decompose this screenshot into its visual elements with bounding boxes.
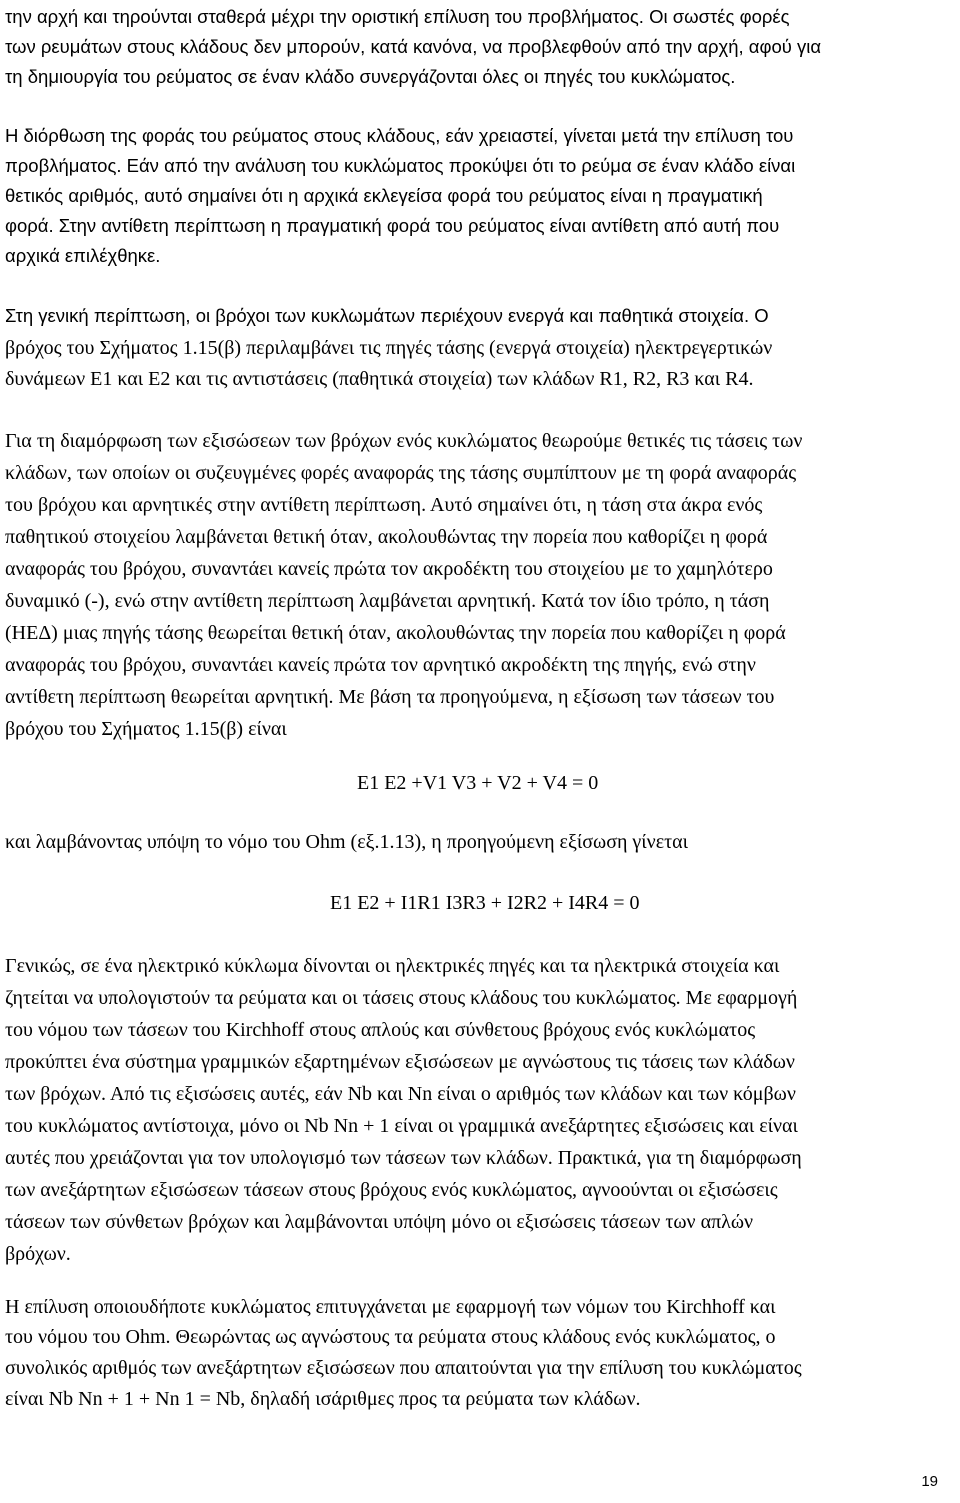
text-line: Η διόρθωση της φοράς του ρεύματος στους κλάδους, εάν χρειαστεί, γίνεται μετά την επίλυση του — [5, 125, 794, 146]
text-line: βρόχος του Σχήματος 1.15(β) περιλαμβάνει τις πηγές τάσης (ενεργά στοιχεία) ηλεκτρεγερτικών — [5, 337, 773, 359]
text-line: αυτές που χρειάζονται για τον υπολογισμό των τάσεων των κλάδων. Πρακτικά, για τη διαμόρφωση — [5, 1147, 802, 1169]
text-line: του νόμου του Ohm. Θεωρώντας ως αγνώστους τα ρεύματα στους κλάδους ενός κυκλώματος, ο — [5, 1326, 776, 1348]
text-line: των βρόχων. Από τις εξισώσεις αυτές, εάν Nb και Nn είναι ο αριθμός των κλάδων και των κόμβων — [5, 1083, 796, 1105]
text-line: βρόχου του Σχήματος 1.15(β) είναι — [5, 718, 287, 740]
text-line: δυνάμεων E1 και E2 και τις αντιστάσεις (παθητικά στοιχεία) των κλάδων R1, R2, R3 και R4. — [5, 368, 754, 390]
text-line: δυναμικό (-), ενώ στην αντίθετη περίπτωση λαμβάνεται αρνητική. Κατά τον ίδιο τρόπο, η τάση — [5, 590, 770, 612]
text-line: ζητείται να υπολογιστούν τα ρεύματα και οι τάσεις στους κλάδους του κυκλώματος. Με εφαρμογή — [5, 987, 798, 1009]
text-line: του κυκλώματος αντίστοιχα, μόνο οι Nb Nn + 1 είναι οι γραμμικά ανεξάρτητες εξισώσεις και είναι — [5, 1115, 798, 1137]
text-line: του βρόχου και αρνητικές στην αντίθετη περίπτωση. Αυτό σημαίνει ότι, η τάση στα άκρα ενός — [5, 494, 763, 516]
text-line: προβλήματος. Εάν από την ανάλυση του κυκλώματος προκύψει ότι το ρεύμα σε έναν κλάδο είναι — [5, 155, 796, 176]
text-line: των ρευμάτων στους κλάδους δεν μπορούν, κατά κανόνα, να προβλεφθούν από την αρχή, αφού για — [5, 36, 822, 57]
text-line: αρχικά επιλέχθηκε. — [5, 245, 161, 266]
text-line: αναφοράς του βρόχου, συναντάει κανείς πρώτα τον ακροδέκτη του στοιχείου με το χαμηλότερο — [5, 558, 773, 580]
text-line: τη δημιουργία του ρεύματος σε έναν κλάδο συνεργάζονται όλες οι πηγές του κυκλώματος. — [5, 66, 736, 87]
text-line: και λαμβάνοντας υπόψη το νόμο του Ohm (εξ.1.13), η προηγούμενη εξίσωση γίνεται — [5, 831, 688, 853]
text-line: αντίθετη περίπτωση θεωρείται αρνητική. Με βάση τα προηγούμενα, η εξίσωση των τάσεων του — [5, 686, 775, 708]
text-line: φορά. Στην αντίθετη περίπτωση η πραγματική φορά του ρεύματος είναι αντίθετη από αυτή που — [5, 215, 780, 236]
page-number: 19 — [921, 1473, 938, 1490]
text-line: Η επίλυση οποιουδήποτε κυκλώματος επιτυγχάνεται με εφαρμογή των νόμων του Kirchhoff και — [5, 1296, 776, 1318]
text-line: την αρχή και τηρούνται σταθερά μέχρι την οριστική επίλυση του προβλήματος. Οι σωστές φορές — [5, 6, 790, 27]
text-line: παθητικού στοιχείου λαμβάνεται θετική όταν, ακολουθώντας την πορεία που καθορίζει η φορά — [5, 526, 768, 548]
text-line: κλάδων, των οποίων οι συζευγμένες φορές αναφοράς της τάσης συμπίπτουν με τη φορά αναφοράς — [5, 462, 797, 484]
text-line: συνολικός αριθμός των ανεξάρτητων εξισώσεων που απαιτούνται για την επίλυση του κυκλώματος — [5, 1357, 802, 1379]
equation: E1 E2 + I1R1 I3R3 + I2R2 + I4R4 = 0 — [330, 892, 640, 914]
text-line: προκύπτει ένα σύστημα γραμμικών εξαρτημένων εξισώσεων με αγνώστους τις τάσεις των κλάδων — [5, 1051, 795, 1073]
text-line: είναι Nb Nn + 1 + Nn 1 = Nb, δηλαδή ισάριθμες προς τα ρεύματα των κλάδων. — [5, 1388, 641, 1410]
text-line: βρόχων. — [5, 1243, 71, 1265]
text-line: (ΗΕΔ) μιας πηγής τάσης θεωρείται θετική όταν, ακολουθώντας την πορεία που καθορίζει η φορά — [5, 622, 786, 644]
text-line: Γενικώς, σε ένα ηλεκτρικό κύκλωμα δίνονται οι ηλεκτρικές πηγές και τα ηλεκτρικά στοιχεία και — [5, 955, 780, 977]
text-line: αναφοράς του βρόχου, συναντάει κανείς πρώτα τον αρνητικό ακροδέκτη της πηγής, ενώ στην — [5, 654, 756, 676]
text-line: τάσεων των σύνθετων βρόχων και λαμβάνονται υπόψη μόνο οι εξισώσεις τάσεων των απλών — [5, 1211, 754, 1233]
text-line: Στη γενική περίπτωση, οι βρόχοι των κυκλωμάτων περιέχουν ενεργά και παθητικά στοιχεία. Ο — [5, 305, 769, 326]
text-line: Για τη διαμόρφωση των εξισώσεων των βρόχων ενός κυκλώματος θεωρούμε θετικές τις τάσεις των — [5, 430, 803, 452]
equation: E1 E2 +V1 V3 + V2 + V4 = 0 — [357, 772, 599, 794]
text-line: των ανεξάρτητων εξισώσεων τάσεων στους βρόχους ενός κυκλώματος, αγνοούνται οι εξισώσεις — [5, 1179, 778, 1201]
text-line: του νόμου των τάσεων του Kirchhoff στους απλούς και σύνθετους βρόχους ενός κυκλώματος — [5, 1019, 756, 1041]
text-line: θετικός αριθμός, αυτό σημαίνει ότι η αρχικά εκλεγείσα φορά του ρεύματος είναι η πραγματική — [5, 185, 763, 206]
